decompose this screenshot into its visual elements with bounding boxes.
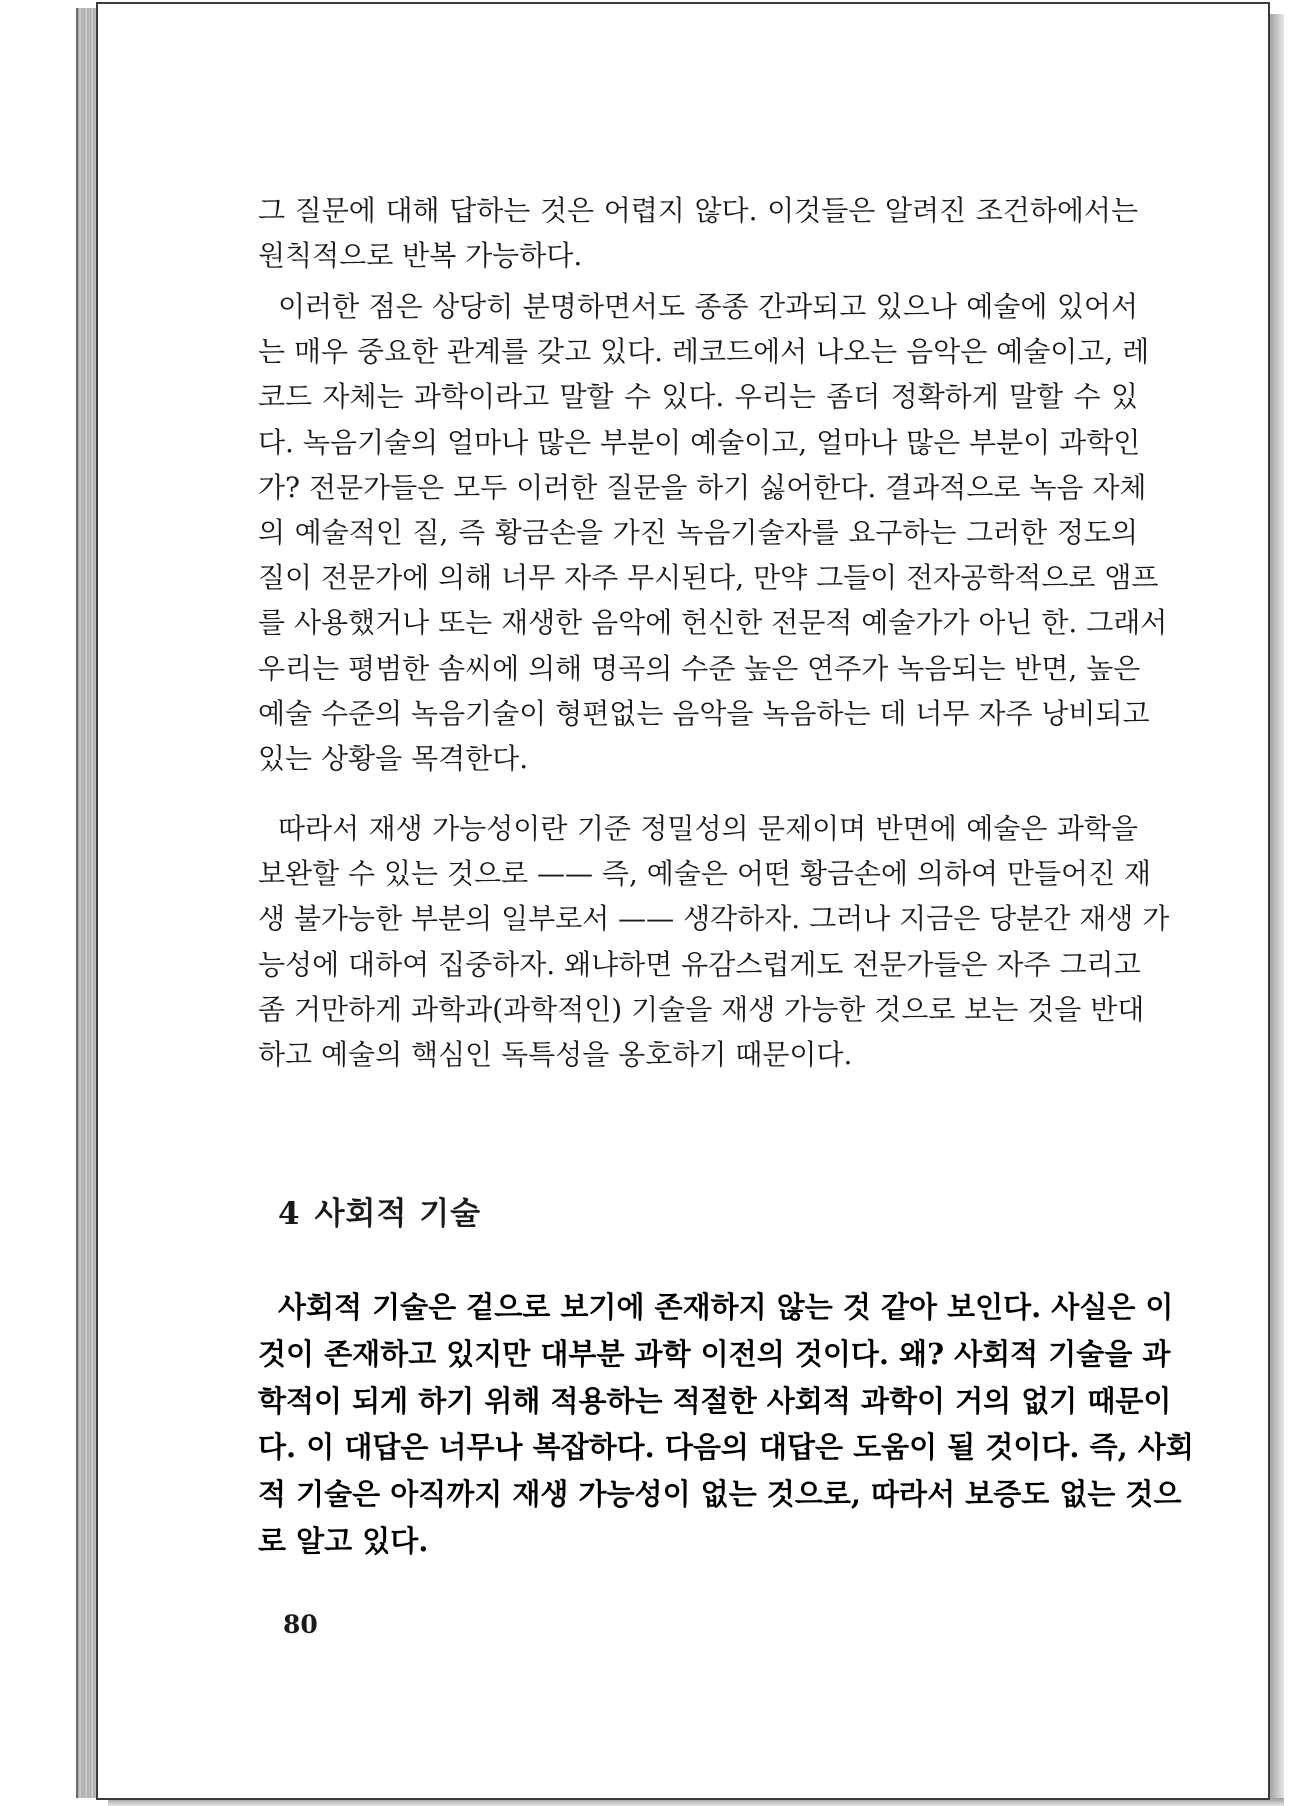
text-line: 우리는 평범한 솜씨에 의해 명곡의 수준 높은 연주가 녹음되는 반면, 높은 bbox=[258, 651, 1141, 685]
text-line: 있는 상황을 목격한다. bbox=[258, 742, 529, 776]
section-number: 4 bbox=[278, 1196, 301, 1232]
paragraph-1 bbox=[258, 188, 1138, 278]
page-number: 80 bbox=[283, 1610, 318, 1639]
section-heading bbox=[278, 1188, 481, 1233]
text-line: 능성에 대하여 집중하자. 왜냐하면 유감스럽게도 전문가들은 자주 그리고 bbox=[258, 947, 1141, 981]
text-line: 예술 수준의 녹음기술이 형편없는 음악을 녹음하는 데 너무 자주 낭비되고 bbox=[258, 696, 1150, 730]
text-line: 하고 예술의 핵심인 독특성을 옹호하기 때문이다. bbox=[258, 1038, 853, 1072]
text-line: 코드 자체는 과학이라고 말할 수 있다. 우리는 좀더 정확하게 말할 수 있 bbox=[258, 380, 1138, 414]
paragraph-2 bbox=[258, 284, 1168, 781]
text-line: 보완할 수 있는 것으로 —— 즉, 예술은 어떤 황금손에 의하여 만들어진 재 bbox=[258, 857, 1152, 891]
text-line: 생 불가능한 부분의 일부로서 —— 생각하자. 그러나 지금은 당분간 재생 가 bbox=[258, 902, 1170, 936]
text-line: 질이 전문가에 의해 너무 자주 무시된다, 만약 그들이 전자공학적으로 앰프 bbox=[258, 561, 1159, 595]
text-line: 다. 녹음기술의 얼마나 많은 부분이 예술이고, 얼마나 많은 부분이 과학인 bbox=[258, 425, 1141, 459]
text-line: 사회적 기술은 겉으로 보기에 존재하지 않는 것 같아 보인다. 사실은 이 bbox=[278, 1290, 1174, 1324]
section-title: 사회적 기술 bbox=[314, 1196, 482, 1232]
text-line: 가? 전문가들은 모두 이러한 질문을 하기 싫어한다. 결과적으로 녹음 자체 bbox=[258, 470, 1147, 504]
page-shadow-right bbox=[1268, 14, 1284, 1800]
text-line: 원칙적으로 반복 가능하다. bbox=[258, 239, 583, 273]
text-line: 다. 이 대답은 너무나 복잡하다. 다음의 대답은 도움이 될 것이다. 즉, 사회 bbox=[258, 1430, 1194, 1465]
text-line: 그 질문에 대해 답하는 것은 어렵지 않다. 이것들은 알려진 조건하에서는 bbox=[258, 194, 1138, 227]
text-line: 학적이 되게 하기 위해 적용하는 적절한 사회적 과학이 거의 없기 때문이 bbox=[258, 1383, 1172, 1418]
section-paragraph bbox=[258, 1284, 1194, 1565]
text-line: 의 예술적인 질, 즉 황금손을 가진 녹음기술자를 요구하는 그러한 정도의 bbox=[258, 516, 1138, 550]
text-line: 는 매우 중요한 관계를 갖고 있다. 레코드에서 나오는 음악은 예술이고, 레 bbox=[258, 335, 1150, 369]
text-line: 로 알고 있다. bbox=[258, 1523, 429, 1558]
text-line: 를 사용했거나 또는 재생한 음악에 헌신한 전문적 예술가가 아닌 한. 그래서 bbox=[258, 606, 1168, 640]
text-line: 좀 거만하게 과학과(과학적인) 기술을 재생 가능한 것으로 보는 것을 반대 bbox=[258, 992, 1145, 1026]
paragraph-3 bbox=[258, 806, 1170, 1077]
text-line: 따라서 재생 가능성이란 기준 정밀성의 문제이며 반면에 예술은 과학을 bbox=[278, 812, 1138, 845]
text-line: 적 기술은 아직까지 재생 가능성이 없는 것으로, 따라서 보증도 없는 것으 bbox=[258, 1477, 1182, 1512]
text-line: 것이 존재하고 있지만 대부분 과학 이전의 것이다. 왜? 사회적 기술을 과 bbox=[258, 1336, 1171, 1371]
text-line: 이러한 점은 상당히 분명하면서도 종종 간과되고 있으나 예술에 있어서 bbox=[278, 290, 1138, 323]
